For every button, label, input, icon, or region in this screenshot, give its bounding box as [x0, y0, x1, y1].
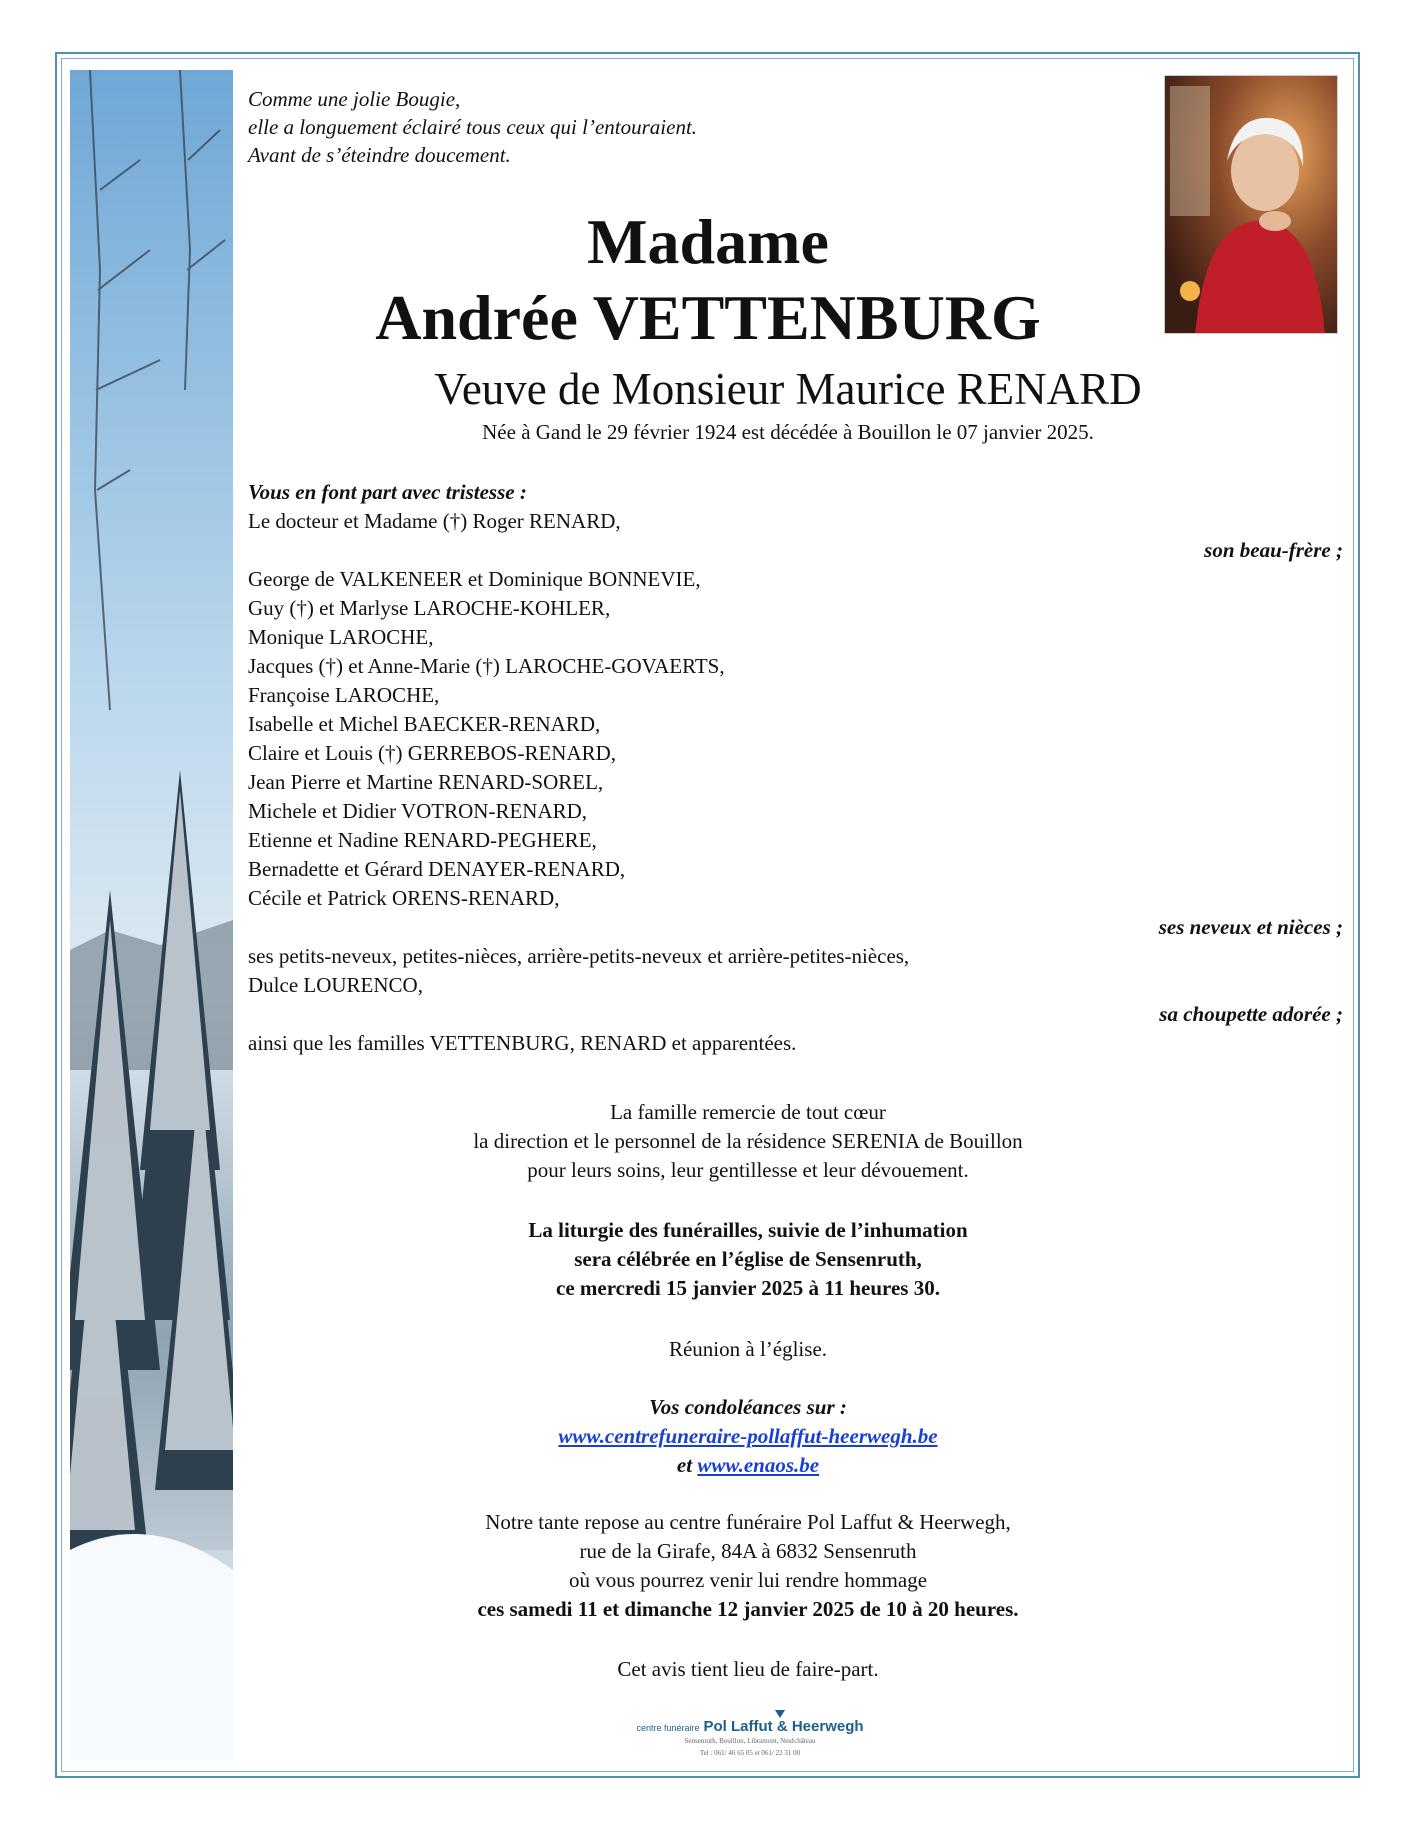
- families-line: ainsi que les familles VETTENBURG, RENARD et apparentées.: [248, 1031, 797, 1055]
- rest-block: [248, 1508, 1248, 1624]
- family-line: ses petits-neveux, petites-nièces, arrière-petits-neveux et arrière-petites-nièces,: [248, 944, 910, 968]
- thanks-line: pour leurs soins, leur gentillesse et leur dévouement.: [527, 1158, 969, 1182]
- family-line: Monique LAROCHE,: [248, 625, 434, 649]
- visiting-hours: ces samedi 11 et dimanche 12 janvier 2025 de 10 à 20 heures.: [477, 1597, 1019, 1621]
- thanks-line: La famille remercie de tout cœur: [610, 1100, 886, 1124]
- family-line: Le docteur et Madame (†) Roger RENARD,: [248, 509, 621, 533]
- announcement-lead: Vous en font part avec tristesse :: [248, 480, 527, 504]
- funeral-home-logo: [600, 1710, 900, 1759]
- family-line: Guy (†) et Marlyse LAROCHE-KOHLER,: [248, 596, 611, 620]
- family-line: Bernadette et Gérard DENAYER-RENARD,: [248, 857, 626, 881]
- poem-line: elle a longuement éclairé tous ceux qui l’entouraient.: [248, 115, 698, 139]
- condolences-label: Vos condoléances sur :: [649, 1395, 847, 1419]
- rest-line: rue de la Girafe, 84A à 6832 Sensenruth: [579, 1539, 917, 1563]
- poem-line: Avant de s’éteindre doucement.: [248, 143, 511, 167]
- thanks-block: [248, 1098, 1248, 1185]
- family-line: Michele et Didier VOTRON-RENARD,: [248, 799, 588, 823]
- deceased-name: Andrée VETTENBURG: [375, 282, 1041, 353]
- ceremony-line: La liturgie des funérailles, suivie de l’inhumation: [528, 1218, 968, 1242]
- condolences-and: et: [676, 1453, 693, 1477]
- rest-line: Notre tante repose au centre funéraire Pol Laffut & Heerwegh,: [485, 1510, 1011, 1534]
- relation-label: son beau-frère ;: [1204, 538, 1343, 562]
- family-line: Etienne et Nadine RENARD-PEGHERE,: [248, 828, 597, 852]
- announcement: [248, 478, 1343, 1058]
- logo-prefix: centre funéraire: [636, 1723, 700, 1733]
- family-line: Claire et Louis (†) GERREBOS-RENARD,: [248, 741, 617, 765]
- triangle-icon: [775, 1710, 785, 1718]
- family-line: Jean Pierre et Martine RENARD-SOREL,: [248, 770, 604, 794]
- family-line: George de VALKENEER et Dominique BONNEVIE,: [248, 567, 701, 591]
- condolences-link-funeral-center[interactable]: www.centrefuneraire-pollaffut-heerwegh.be: [558, 1424, 938, 1448]
- closing-line: Cet avis tient lieu de faire-part.: [617, 1657, 879, 1681]
- ceremony-line: sera célébrée en l’église de Sensenruth,: [574, 1247, 922, 1271]
- meeting-line: Réunion à l’église.: [668, 1337, 828, 1361]
- family-line: Cécile et Patrick ORENS-RENARD,: [248, 886, 560, 910]
- family-line: Dulce LOURENCO,: [248, 973, 423, 997]
- family-line: Isabelle et Michel BAECKER-RENARD,: [248, 712, 601, 736]
- condolences-link-enaos[interactable]: www.enaos.be: [697, 1453, 820, 1477]
- ceremony-block: [248, 1216, 1248, 1303]
- poem-line: Comme une jolie Bougie,: [248, 87, 461, 111]
- condolences-block: [248, 1393, 1248, 1480]
- closing-note: [248, 1655, 1248, 1684]
- logo-name: Pol Laffut & Heerwegh: [703, 1718, 864, 1735]
- relation-label: sa choupette adorée ;: [1159, 1002, 1343, 1026]
- rest-line: où vous pourrez venir lui rendre hommage: [568, 1568, 928, 1592]
- family-line: Françoise LAROCHE,: [248, 683, 440, 707]
- logo-phone: Tel : 061/ 46 65 05 et 061/ 22 31 00: [699, 1749, 801, 1757]
- family-line: Jacques (†) et Anne-Marie (†) LAROCHE-GOVAERTS,: [248, 654, 725, 678]
- title-honorific: Madame: [587, 206, 829, 277]
- poem: [248, 85, 697, 169]
- logo-locations: Sensenruth, Bouillon, Libramont, Neufchâteau: [684, 1737, 816, 1745]
- meeting-note: [248, 1335, 1248, 1364]
- widow-of: Veuve de Monsieur Maurice RENARD: [434, 364, 1142, 414]
- ceremony-line: ce mercredi 15 janvier 2025 à 11 heures 30.: [556, 1276, 940, 1300]
- relation-label: ses neveux et nièces ;: [1158, 915, 1343, 939]
- thanks-line: la direction et le personnel de la résidence SERENIA de Bouillon: [473, 1129, 1023, 1153]
- birth-death-dates: Née à Gand le 29 février 1924 est décédée à Bouillon le 07 janvier 2025.: [482, 420, 1094, 444]
